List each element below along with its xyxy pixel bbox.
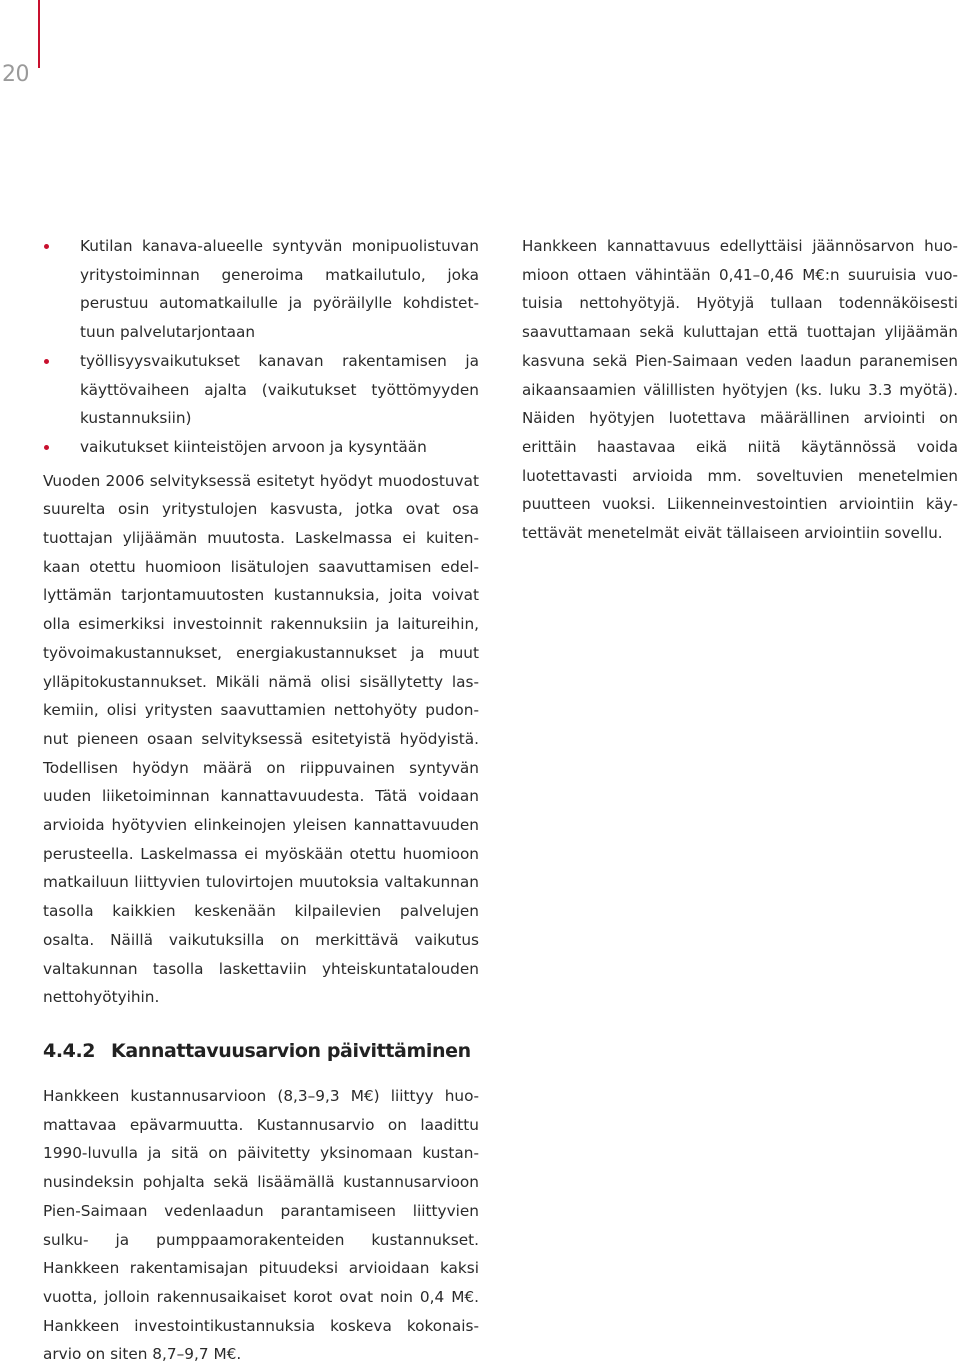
section-body (43, 1082, 479, 1369)
bullet-dot-icon (44, 445, 49, 450)
bullet-text: Kutilan kanava-alueelle syntyvän monipuolistuvan yritystoiminnan generoima matkailutulo, joka perustuu automatkailulle ja pyöräilylle kohdistettuun palvelutarjontaan (80, 237, 479, 342)
section-number: 4.4.2 (43, 1040, 96, 1062)
body-paragraph: Hankkeen kannattavuus edellyttäisi jäännösarvon huomioon ottaen vähintään 0,41–0,46 M€:n suuruisia vuotuisia nettohyötyjä. Hyötyjä tullaan todennäköisesti saavuttamaan sekä kuluttajan että tuottajan ylijäämän kasvuna sekä Pien-Saimaan veden laadun paranemisen aikaansaamien välillisten hyötyjen (ks. luku 3.3 myötä). Näiden hyötyjen luotettava määrällinen arviointi on erittäin haastavaa eikä niitä käytännössä voida luotettavasti arvioida mm. soveltuvien menetelmien puutteen vuoksi. Liikenneinvestointien arviointiin käytettävät menetelmät eivät tällaiseen arviointiin sovellu. (522, 237, 958, 543)
left-column (43, 232, 479, 1012)
bullet-item (43, 347, 479, 433)
body-paragraph: Hankkeen kustannusarvioon (8,3–9,3 M€) liittyy huomattavaa epävarmuutta. Kustannusarvio on laadittu 1990-luvulla ja sitä on päivitetty yksinomaan kustannusindeksin pohjalta sekä lisäämällä kustannusarvioon Pien-Saimaan vedenlaadun parantamiseen liittyvien sulku- ja pumppaamorakenteiden kustannukset. Hankkeen rakentamisajan pituudeksi arvioidaan kaksi vuotta, jolloin rakennusaikaiset korot ovat noin 0,4 M€. Hankkeen investointikustannuksia koskeva kokonaisarvio on siten 8,7–9,7 M€. (43, 1087, 479, 1364)
bullet-text: vaikutukset kiinteistöjen arvoon ja kysyntään (80, 437, 427, 456)
right-column (522, 232, 958, 548)
bullet-text: työllisyysvaikutukset kanavan rakentamisen ja käyttövaiheen ajalta (vaikutukset työttömyyden kustannuksiin) (80, 351, 479, 428)
bullet-dot-icon (44, 359, 49, 364)
bullet-item (43, 232, 479, 347)
margin-accent-rule (38, 0, 40, 68)
page-number: 20 (2, 62, 29, 87)
section-heading (43, 1040, 471, 1062)
section-title: Kannattavuusarvion päivittäminen (111, 1040, 471, 1062)
body-paragraph: Vuoden 2006 selvityksessä esitetyt hyödyt muodostuvat suurelta osin yritystulojen kasvusta, jotka ovat osa tuottajan ylijäämän muutosta. Laskelmassa ei kuitenkaan otettu huomioon lisätulojen saavuttamisen edellyttämän tarjontamuutosten kustannuksia, joita voivat olla esimerkiksi investoinnit rakennuksiin ja laitureihin, työvoimakustannukset, energiakustannukset ja muut ylläpitokustannukset. Mikäli nämä olisi sisällytetty laskemiin, olisi yritysten saavuttamien nettohyöty pudonnut pieneen osaan selvityksessä esitetyistä hyödyistä. Todellisen hyödyn määrä on riippuvainen syntyvän uuden liiketoiminnan kannattavuudesta. Tätä voidaan arvioida hyötyvien elinkeinojen yleisen kannattavuuden perusteella. Laskelmassa ei myöskään otettu huomioon matkailuun liittyvien tulovirtojen muutoksia valtakunnan tasolla kaikkien keskenään kilpailevien palvelujen osalta. Näillä vaikutuksilla on merkittävä vaikutus valtakunnan tasolla laskettaviin yhteiskuntatalouden nettohyötyihin. (43, 471, 479, 1007)
bullet-list (43, 232, 479, 462)
bullet-item (43, 433, 479, 462)
bullet-dot-icon (44, 244, 49, 249)
